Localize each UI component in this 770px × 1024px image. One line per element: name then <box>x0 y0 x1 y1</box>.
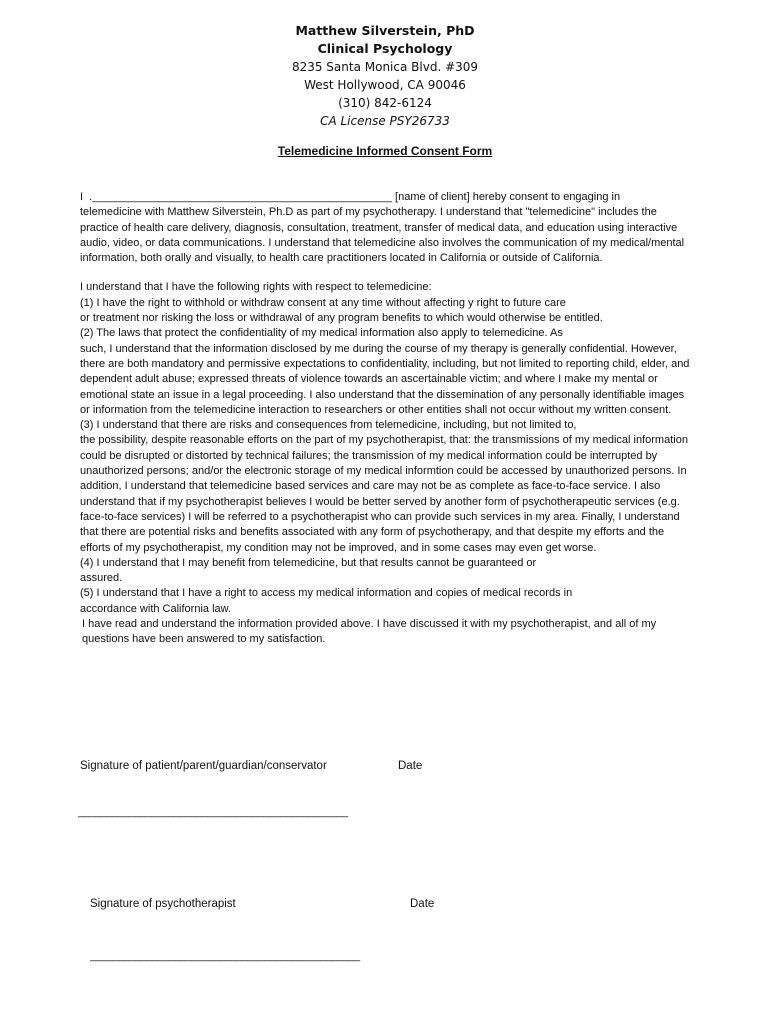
rights-item-continuation: the possibility, despite reasonable efforts on the part of my psychotherapist, that: the transmissions of my medical information could be disrupted or distorted by technical failures; the transmission of my medical information could be interrupted by unauthorized persons; and/or the electronic storage of my medical informtion could be accessed by unauthorized persons. In addition, I understand that telemedicine based services and care may not be as complete as face-to-face service. I also understand that if my psychotherapist believes I would be better served by another form of psychotherapeutic services (e.g. face-to-face services) I will be referred to a psychotherapist who can provide such services in my area. Finally, I understand that there are potential risks and benefits associated with any form of psychotherapy, and that despite my efforts and the efforts of my psychotherapist, my condition may not be improved, and in some cases may even get worse. <box>80 434 688 554</box>
therapist-signature-label: Signature of psychotherapist <box>90 898 236 910</box>
provider-specialty: Clinical Psychology <box>317 41 453 56</box>
rights-item-1 <box>80 296 690 327</box>
consent-body <box>80 190 690 648</box>
therapist-signature-line[interactable]: ________________________________________________ <box>90 950 360 962</box>
rights-item-continuation: such, I understand that the information disclosed by me during the course of my therapy is generally confidential. However, there are both mandatory and permissive expectations to confidentiality, including, but not limited to reporting child, elder, and dependent adult abuse; expressed threats of violence towards an ascertainable victim; and where I make my mental or emotional state an issue in a legal proceeding. I also understand that the dissemination of any personally identifiable images or information from the telemedicine interaction to researchers or other entities shall not occur without my written consent. <box>80 342 690 416</box>
rights-item-first-line: (2) The laws that protect the confidentiality of my medical information also apply to telemedicine. As <box>80 327 563 340</box>
patient-date-label: Date <box>398 760 423 772</box>
rights-item-3 <box>80 418 690 556</box>
letterhead <box>0 22 770 130</box>
form-title: Telemedicine Informed Consent Form <box>277 144 493 158</box>
patient-signature-label: Signature of patient/parent/guardian/conservator <box>80 760 327 772</box>
rights-item-first-line: (3) I understand that there are risks and consequences from telemedicine, including, but not limited to, <box>80 419 577 432</box>
phone-number: (310) 842-6124 <box>338 96 432 110</box>
rights-item-5 <box>80 586 690 617</box>
rights-item-first-line: (4) I understand that I may benefit from telemedicine, but that results cannot be guaranteed or <box>80 556 537 569</box>
intro-paragraph: telemedicine with Matthew Silverstein, Ph.D as part of my psychotherapy. I understand that "telemedicine" includes the practice of health care delivery, diagnosis, consultation, treatment, transfer of medical data, and education using interactive audio, video, or data communications. I understand that telemedicine also involves the communication of my medical/mental information, both orally and visually, to health care practitioners located in California or outside of California. <box>80 206 685 265</box>
address-line-1: 8235 Santa Monica Blvd. #309 <box>291 60 479 74</box>
closing-statement: I have read and understand the information provided above. I have discussed it with my psychotherapist, and all of my questions have been answered to my satisfaction. <box>82 618 657 646</box>
address-line-2: West Hollywood, CA 90046 <box>304 78 466 92</box>
client-name-line: I ._________________________________________________ [name of client] hereby consent to engaging in <box>80 191 621 203</box>
rights-item-first-line: (5) I understand that I have a right to access my medical information and copies of medical records in <box>80 587 573 600</box>
therapist-date-label: Date <box>410 898 435 910</box>
rights-intro: I understand that I have the following rights with respect to telemedicine: <box>80 281 432 294</box>
rights-item-4 <box>80 556 690 587</box>
rights-item-continuation: accordance with California law. <box>80 602 232 615</box>
rights-item-continuation: or treatment nor risking the loss or withdrawal of any program benefits to which would otherwise be entitled. <box>80 312 603 325</box>
rights-item-2 <box>80 326 690 418</box>
rights-item-first-line: (1) I have the right to withhold or withdraw consent at any time without affecting y right to future care <box>80 296 566 309</box>
license-number: CA License PSY26733 <box>320 114 450 128</box>
rights-item-continuation: assured. <box>80 572 123 585</box>
provider-name: Matthew Silverstein, PhD <box>295 23 475 38</box>
patient-signature-line[interactable]: ________________________________________________ <box>78 806 348 818</box>
